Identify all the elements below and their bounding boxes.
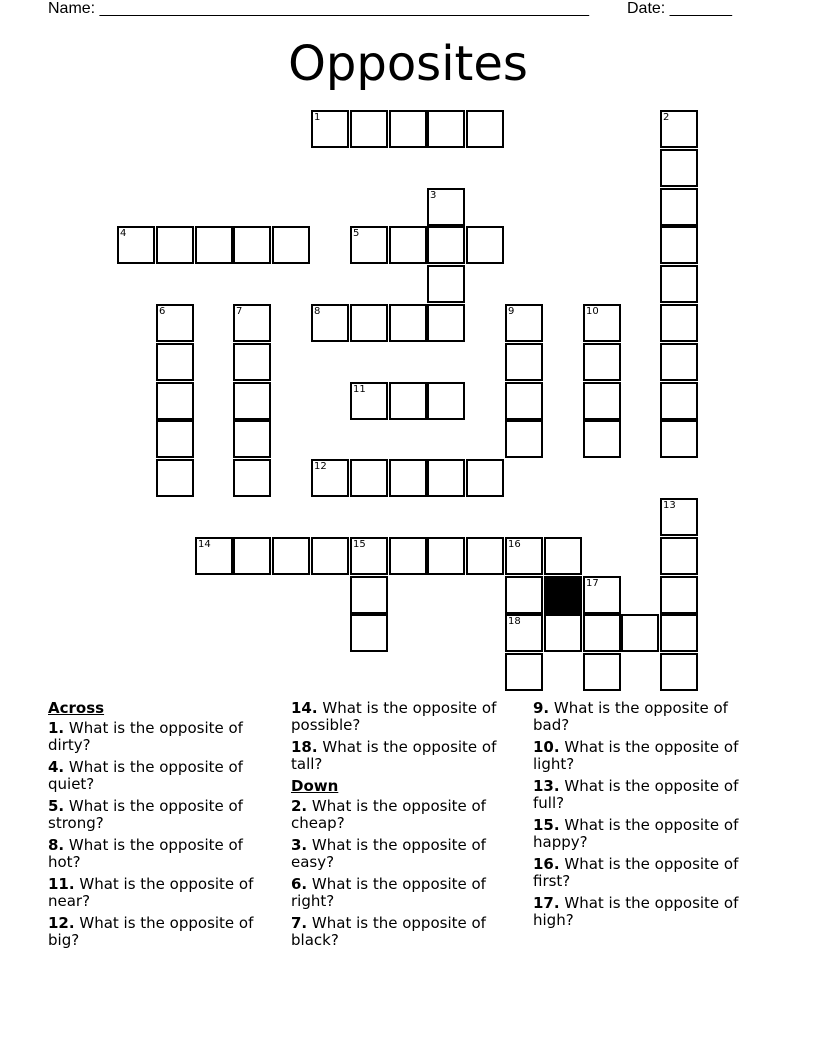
clue-number: 12. [48, 914, 75, 932]
grid-cell[interactable] [156, 420, 194, 458]
clue-across-11 [48, 876, 280, 910]
clue-text: What is the opposite of cheap? [291, 797, 486, 832]
grid-cell[interactable] [233, 537, 271, 575]
across-heading: Across [48, 699, 105, 717]
clue-text: What is the opposite of big? [48, 914, 254, 949]
clue-text: What is the opposite of tall? [291, 738, 497, 773]
grid-cell[interactable] [583, 653, 621, 691]
grid-cell[interactable] [660, 343, 698, 381]
grid-cell[interactable] [505, 537, 543, 575]
grid-cell[interactable] [156, 382, 194, 420]
grid-cell[interactable] [660, 576, 698, 614]
clue-text: What is the opposite of bad? [533, 699, 728, 734]
grid-cell[interactable] [583, 614, 621, 652]
grid-cell[interactable] [311, 304, 349, 342]
clue-number: 15. [533, 816, 560, 834]
clue-number-label: 18 [508, 616, 521, 627]
grid-cell[interactable] [505, 576, 543, 614]
clue-down-6 [291, 876, 523, 910]
grid-cell[interactable] [660, 653, 698, 691]
clue-text: What is the opposite of near? [48, 875, 254, 910]
grid-cell[interactable] [427, 304, 465, 342]
clue-number-label: 8 [314, 306, 321, 317]
clue-text: What is the opposite of quiet? [48, 758, 243, 793]
grid-cell[interactable] [389, 537, 427, 575]
clue-number-label: 10 [586, 306, 599, 317]
grid-cell[interactable] [505, 382, 543, 420]
grid-cell[interactable] [427, 459, 465, 497]
clue-down-7 [291, 915, 523, 949]
clue-number-label: 14 [198, 539, 211, 550]
clue-down-10 [533, 739, 765, 773]
clue-across-14 [291, 700, 523, 734]
grid-cell[interactable] [660, 382, 698, 420]
clue-across-12 [48, 915, 280, 949]
grid-cell[interactable] [350, 226, 388, 264]
grid-cell[interactable] [350, 537, 388, 575]
clue-number: 10. [533, 738, 560, 756]
grid-cell[interactable] [233, 382, 271, 420]
clue-number: 7. [291, 914, 308, 932]
clue-across-4 [48, 759, 280, 793]
grid-cell[interactable] [544, 537, 582, 575]
grid-cell[interactable] [350, 459, 388, 497]
clue-down-16 [533, 856, 765, 890]
grid-cell[interactable] [427, 226, 465, 264]
clue-number-label: 4 [120, 228, 127, 239]
clue-number: 3. [291, 836, 308, 854]
clue-number: 9. [533, 699, 550, 717]
clue-across-5 [48, 798, 280, 832]
clue-down-2 [291, 798, 523, 832]
grid-cell[interactable] [195, 537, 233, 575]
clue-number: 6. [291, 875, 308, 893]
grid-cell[interactable] [389, 382, 427, 420]
grid-cell[interactable] [660, 614, 698, 652]
grid-cell[interactable] [505, 653, 543, 691]
clue-column-3 [533, 700, 765, 934]
clue-number-label: 16 [508, 539, 521, 550]
grid-cell[interactable] [583, 343, 621, 381]
grid-cell[interactable] [660, 265, 698, 303]
grid-cell[interactable] [505, 614, 543, 652]
grid-cell[interactable] [466, 110, 504, 148]
grid-cell[interactable] [272, 226, 310, 264]
grid-cell[interactable] [389, 459, 427, 497]
clue-text: What is the opposite of high? [533, 894, 739, 929]
clue-down-3 [291, 837, 523, 871]
grid-cell[interactable] [466, 537, 504, 575]
grid-cell[interactable] [660, 188, 698, 226]
grid-cell[interactable] [466, 226, 504, 264]
clue-text: What is the opposite of strong? [48, 797, 243, 832]
grid-cell[interactable] [233, 343, 271, 381]
grid-cell[interactable] [427, 265, 465, 303]
grid-cell[interactable] [156, 304, 194, 342]
grid-cell[interactable] [466, 459, 504, 497]
grid-cell[interactable] [583, 382, 621, 420]
clue-text: What is the opposite of happy? [533, 816, 739, 851]
clue-number: 18. [291, 738, 318, 756]
grid-cell[interactable] [583, 304, 621, 342]
grid-cell[interactable] [427, 382, 465, 420]
clue-column-2 [291, 700, 523, 954]
clue-text: What is the opposite of dirty? [48, 719, 243, 754]
clue-number: 8. [48, 836, 65, 854]
clue-number: 17. [533, 894, 560, 912]
clue-number: 1. [48, 719, 65, 737]
name-field-line[interactable]: Name: _______________________________________________________ [48, 0, 589, 17]
clue-number-label: 13 [663, 500, 676, 511]
clue-number-label: 2 [663, 112, 670, 123]
clue-number-label: 11 [353, 384, 366, 395]
clue-column-1 [48, 700, 280, 954]
clue-text: What is the opposite of hot? [48, 836, 243, 871]
grid-cell[interactable] [272, 537, 310, 575]
grid-cell[interactable] [389, 226, 427, 264]
page-title: Opposites [288, 36, 528, 92]
grid-cell[interactable] [660, 537, 698, 575]
clue-text: What is the opposite of possible? [291, 699, 497, 734]
grid-cell[interactable] [660, 149, 698, 187]
clue-number: 13. [533, 777, 560, 795]
grid-cell[interactable] [427, 188, 465, 226]
clue-across-8 [48, 837, 280, 871]
clue-text: What is the opposite of easy? [291, 836, 486, 871]
grid-cell[interactable] [311, 459, 349, 497]
grid-cell[interactable] [156, 226, 194, 264]
blocked-cell [544, 576, 582, 614]
clue-number: 14. [291, 699, 318, 717]
clue-down-15 [533, 817, 765, 851]
clue-across-18 [291, 739, 523, 773]
grid-cell[interactable] [311, 537, 349, 575]
clue-number-label: 9 [508, 306, 515, 317]
grid-cell[interactable] [350, 614, 388, 652]
grid-cell[interactable] [156, 343, 194, 381]
clue-number-label: 3 [430, 190, 437, 201]
grid-cell[interactable] [583, 576, 621, 614]
clue-text: What is the opposite of black? [291, 914, 486, 949]
clue-number-label: 7 [236, 306, 243, 317]
clue-text: What is the opposite of right? [291, 875, 486, 910]
clue-across-1 [48, 720, 280, 754]
clue-text: What is the opposite of first? [533, 855, 739, 890]
grid-cell[interactable] [660, 304, 698, 342]
grid-cell[interactable] [233, 226, 271, 264]
grid-cell[interactable] [505, 420, 543, 458]
clue-number-label: 5 [353, 228, 360, 239]
grid-cell[interactable] [233, 420, 271, 458]
grid-cell[interactable] [350, 576, 388, 614]
grid-cell[interactable] [505, 304, 543, 342]
grid-cell[interactable] [195, 226, 233, 264]
clue-number: 4. [48, 758, 65, 776]
grid-cell[interactable] [350, 110, 388, 148]
clue-number-label: 15 [353, 539, 366, 550]
grid-cell[interactable] [544, 614, 582, 652]
grid-cell[interactable] [660, 226, 698, 264]
grid-cell[interactable] [583, 420, 621, 458]
grid-cell[interactable] [233, 304, 271, 342]
grid-cell[interactable] [660, 498, 698, 536]
grid-cell[interactable] [350, 304, 388, 342]
grid-cell[interactable] [389, 110, 427, 148]
grid-cell[interactable] [427, 537, 465, 575]
grid-cell[interactable] [427, 110, 465, 148]
grid-cell[interactable] [311, 110, 349, 148]
clue-number-label: 12 [314, 461, 327, 472]
clue-number: 16. [533, 855, 560, 873]
clue-number-label: 6 [159, 306, 166, 317]
clue-down-17 [533, 895, 765, 929]
clue-down-13 [533, 778, 765, 812]
date-field-line[interactable]: Date: _______ [627, 0, 732, 17]
clue-number: 11. [48, 875, 75, 893]
grid-cell[interactable] [621, 614, 659, 652]
grid-cell[interactable] [660, 420, 698, 458]
clue-number-label: 1 [314, 112, 321, 123]
down-heading: Down [291, 777, 339, 795]
clue-text: What is the opposite of full? [533, 777, 739, 812]
grid-cell[interactable] [117, 226, 155, 264]
clue-number-label: 17 [586, 578, 599, 589]
grid-cell[interactable] [350, 382, 388, 420]
grid-cell[interactable] [505, 343, 543, 381]
grid-cell[interactable] [660, 110, 698, 148]
clue-number: 5. [48, 797, 65, 815]
grid-cell[interactable] [156, 459, 194, 497]
grid-cell[interactable] [389, 304, 427, 342]
clue-text: What is the opposite of light? [533, 738, 739, 773]
grid-cell[interactable] [233, 459, 271, 497]
clue-number: 2. [291, 797, 308, 815]
clue-down-9 [533, 700, 765, 734]
